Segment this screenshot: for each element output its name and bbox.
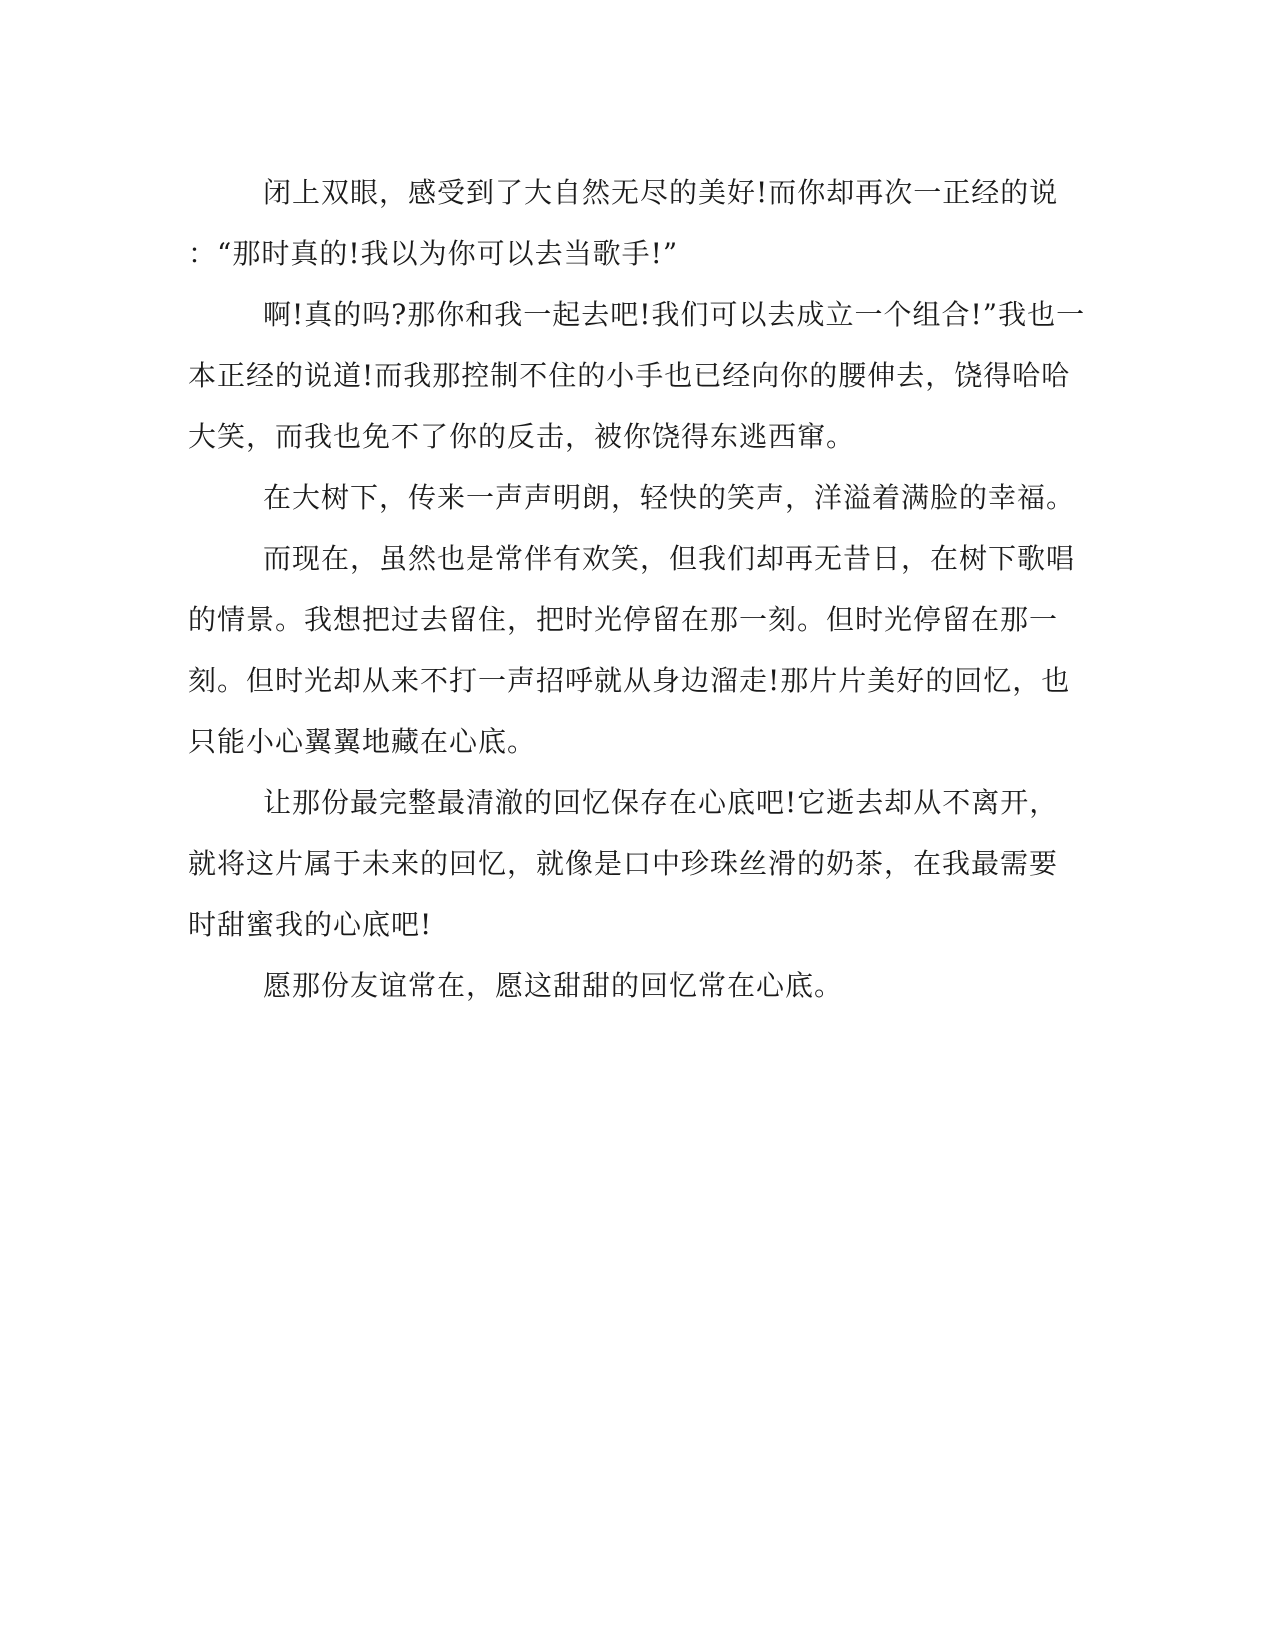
document-body — [188, 162, 1088, 1016]
text-line: 愿那份友谊常在，愿这甜甜的回忆常在心底。 — [263, 969, 844, 1002]
text-line: 本正经的说道!而我那控制不住的小手也已经向你的腰伸去，饶得哈哈 — [188, 359, 1071, 392]
text-line: 只能小心翼翼地藏在心底。 — [188, 725, 537, 758]
text-line: 闭上双眼，感受到了大自然无尽的美好!而你却再次一正经的说 — [263, 176, 1059, 209]
text-line: 而现在，虽然也是常伴有欢笑，但我们却再无昔日，在树下歌唱 — [263, 542, 1076, 575]
paragraph — [188, 955, 1088, 1016]
text-line: 刻。但时光却从来不打一声招呼就从身边溜走!那片片美好的回忆，也 — [188, 664, 1071, 697]
text-line: 的情景。我想把过去留住，把时光停留在那一刻。但时光停留在那一 — [188, 603, 1059, 636]
text-line: 让那份最完整最清澈的回忆保存在心底吧!它逝去却从不离开， — [263, 786, 1059, 819]
text-line: ：“那时真的!我以为你可以去当歌手!” — [188, 237, 679, 270]
paragraph — [188, 162, 1088, 284]
paragraph — [188, 528, 1088, 772]
paragraph — [188, 772, 1088, 955]
paragraph — [188, 467, 1088, 528]
text-line: 时甜蜜我的心底吧! — [188, 908, 433, 941]
text-line: 在大树下，传来一声声明朗，轻快的笑声，洋溢着满脸的幸福。 — [263, 481, 1076, 514]
paragraph — [188, 284, 1088, 467]
text-line: 啊!真的吗?那你和我一起去吧!我们可以去成立一个组合!”我也一 — [263, 298, 1086, 331]
text-line: 大笑，而我也免不了你的反击，被你饶得东逃西窜。 — [188, 420, 856, 453]
text-line: 就将这片属于未来的回忆，就像是口中珍珠丝滑的奶茶，在我最需要 — [188, 847, 1059, 880]
